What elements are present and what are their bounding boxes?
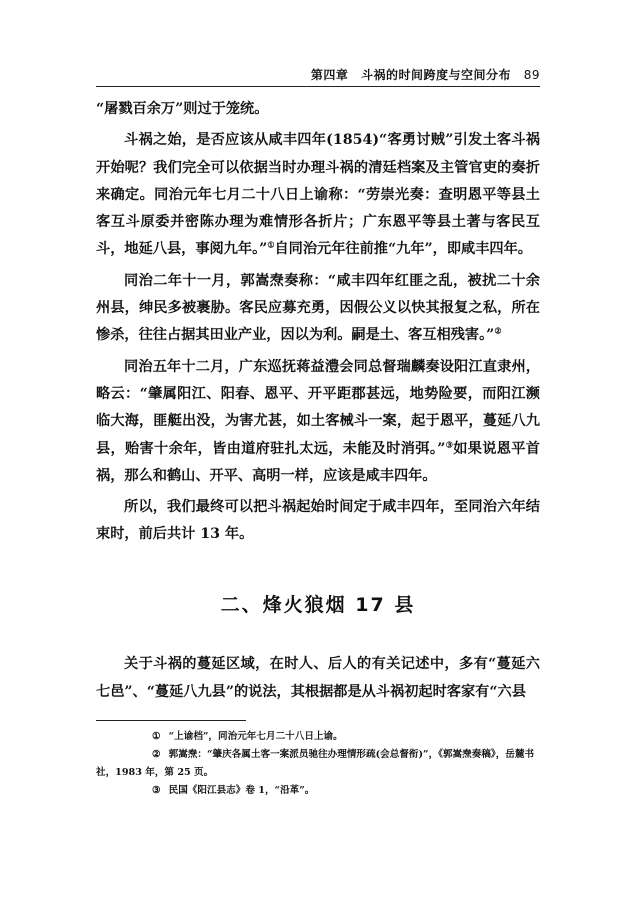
section-heading: 二、烽火狼烟 17 县 (220, 594, 416, 616)
paragraph: 同治二年十一月，郭嵩焘奏称：“咸丰四年红匪之乱，被扰二十余州县，绅民多被裹胁。客民应募充勇，因假公义以快其报复之私，所在惨杀，往往占据其田业产业，因以为利。嗣是土、客互相残害。”② (96, 272, 540, 344)
footnote-rule (96, 720, 246, 721)
footnote: ② 郭嵩焘：“肇庆各属土客一案派员驰往办理情形疏(会总督衔)”，《郭嵩焘奏稿》，岳麓书社，1983 年，第 25 页。 (96, 749, 535, 778)
header-rule (96, 86, 540, 87)
footnote: ③ 民国《阳江县志》卷 1，“沿革”。 (152, 785, 315, 796)
paragraph: 斗祸之始，是否应该从咸丰四年(1854)“客勇讨贼”引发土客斗祸开始呢？我们完全可以依据当时办理斗祸的清廷档案及主管官吏的奏折来确定。同治元年七月二十八日上谕称：“劳崇光奏：查明恩平等县土客互斗原委并密陈办理为难情形各折片；广东恩平等县土著与客民互斗，地延八县，事阅九年。”①自同治元年往前推“九年”，即咸丰四年。 (96, 132, 540, 258)
section-text (96, 650, 540, 706)
footnote-ref: ② (494, 325, 502, 336)
paragraph: 关于斗祸的蔓延区域，在时人、后人的有关记述中，多有“蔓延六七邑”、“蔓延八九县”的说法，其根据都是从斗祸初起时客家有“六县 (96, 656, 540, 700)
footnote-ref: ① (267, 239, 275, 250)
footnote: ① “上谕档”，同治元年七月二十八日上谕。 (152, 731, 343, 742)
main-text (96, 96, 540, 549)
running-header (311, 66, 540, 83)
paragraph: 同治五年十二月，广东巡抚蒋益澧会同总督瑞麟奏设阳江直隶州，略云：“肇属阳江、阳春、恩平、开平距郡甚远，地势险要，而阳江濒临大海，匪艇出没，为害尤甚，如土客械斗一案，起于恩平，蔓延八九县，贻害十余年，皆由道府驻扎太远，未能及时消弭。”③如果说恩平首祸，那么和鹤山、开平、高明一样，应该是咸丰四年。 (96, 358, 540, 484)
page-number: 89 (523, 68, 540, 82)
footnote-ref: ③ (445, 438, 454, 449)
chapter-title: 斗祸的时间跨度与空间分布 (361, 68, 512, 82)
paragraph: “屠戮百余万”则过于笼统。 (96, 101, 269, 117)
chapter-label: 第四章 (310, 68, 349, 82)
footnotes (96, 728, 540, 800)
paragraph: 所以，我们最终可以把斗祸起始时间定于咸丰四年，至同治六年结束时，前后共计 13 年。 (96, 499, 540, 543)
